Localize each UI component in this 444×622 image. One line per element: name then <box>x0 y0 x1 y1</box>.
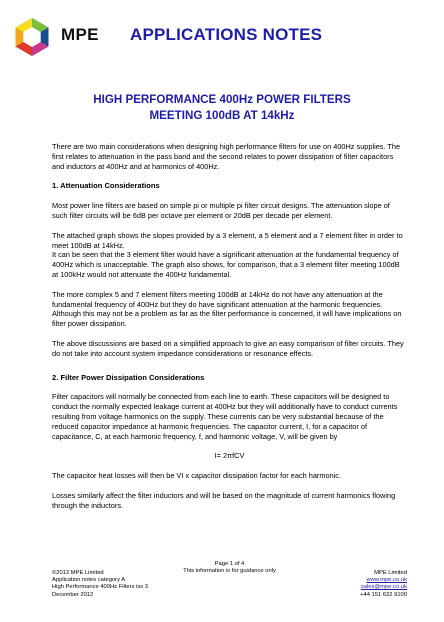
section-2-paragraph-2: The capacitor heat losses will then be VI x capacitor dissipation factor for each harmonic. <box>52 471 341 481</box>
email-link[interactable]: sales@mpe.co.uk <box>360 584 407 591</box>
intro-paragraph: There are two main considerations when designing high performance filters for use on 400Hz supplies. The first relates to attenuation in the pass band and the second relates to power dissipation of filter capacitors and inductors at 400Hz and at harmonics of 400Hz. <box>52 142 401 171</box>
document-body <box>52 142 407 521</box>
section-1-paragraph-1: Most power line filters are based on simple pi or multiple pi filter circuit designs. The attenuation slope of such filter circuits will be 6dB per octave per element or 20dB per decade per element. <box>52 201 390 220</box>
section-2-paragraph-1: Filter capacitors will normally be connected from each line to earth. These capacitors will be designed to conduct the normally expected leakage current at 400Hz but they will additionally have to conduct currents resulting from voltage harmonics on the supply. These currents can be very substantial because of the reduced capacitor impedance at harmonic frequencies. The capacitor current, I, for a capacitor of capacitance, C, at each harmonic frequency, f, and harmonic voltage, V, will be given by <box>52 392 398 441</box>
disclaimer: This information is for guidance only <box>183 568 276 575</box>
footer-right <box>360 570 407 599</box>
document-title <box>0 92 444 124</box>
brand-name: MPE <box>61 25 99 44</box>
section-1-heading: 1. Attenuation Considerations <box>52 181 160 191</box>
document-date: December 2012 <box>52 591 94 598</box>
document-issue: High Performance 400Hz Filters iss 3 <box>52 584 149 591</box>
page-number: Page 1 of 4 <box>214 561 245 567</box>
page-header <box>12 17 432 57</box>
website-link[interactable]: www.mpe.co.uk <box>366 577 407 584</box>
capacitor-current-formula: I= 2πfCV <box>214 451 245 461</box>
title-line-2: MEETING 100dB AT 14kHz <box>149 109 295 122</box>
section-1-paragraph-2 <box>52 231 407 280</box>
section-1-paragraph-2a: The attached graph shows the slopes provided by a 3 element, a 5 element and a 7 element filter in order to meet 100dB at 14kHz. <box>52 230 403 250</box>
section-2-heading: 2. Filter Power Dissipation Considerations <box>52 372 205 382</box>
section-1-paragraph-2b: It can be seen that the 3 element filter would have a significant attenuation at the fundamental frequency of 400Hz which is unacceptable. The graph also shows, for comparison, that a 3 element filter meeting 100dB at 100kHz would not attenuate the 400Hz fundamental. <box>52 250 400 279</box>
category: Application notes category A <box>52 577 126 584</box>
company-name: MPE Limited <box>374 570 407 576</box>
footer-left <box>52 570 148 599</box>
phone-number: +44 151 632 9100 <box>360 591 407 598</box>
section-2-paragraph-3: Losses similarly affect the filter inductors and will be based on the magnitude of current harmonics flowing through the inductors. <box>52 490 396 510</box>
header-title: APPLICATIONS NOTES <box>130 25 323 44</box>
copyright: ©2012 MPE Limited <box>52 570 104 576</box>
section-1-paragraph-3: The more complex 5 and 7 element filters meeting 100dB at 14kHz do not have any attenuation at the fundamental frequency of 400Hz but they do have significant attenuation at the harmonic frequencies. Although this may not be a problem as far as the filter performance is concerned, it will have implications on filter power dissipation. <box>52 289 402 329</box>
section-1-paragraph-4: The above discussions are based on a simplified approach to give an easy comparison of filter circuits. They do not take into account system impedance considerations or resonance effects. <box>52 338 404 358</box>
mpe-logo <box>12 17 52 57</box>
page-footer <box>52 561 407 611</box>
title-line-1: HIGH PERFORMANCE 400Hz POWER FILTERS <box>93 93 351 106</box>
